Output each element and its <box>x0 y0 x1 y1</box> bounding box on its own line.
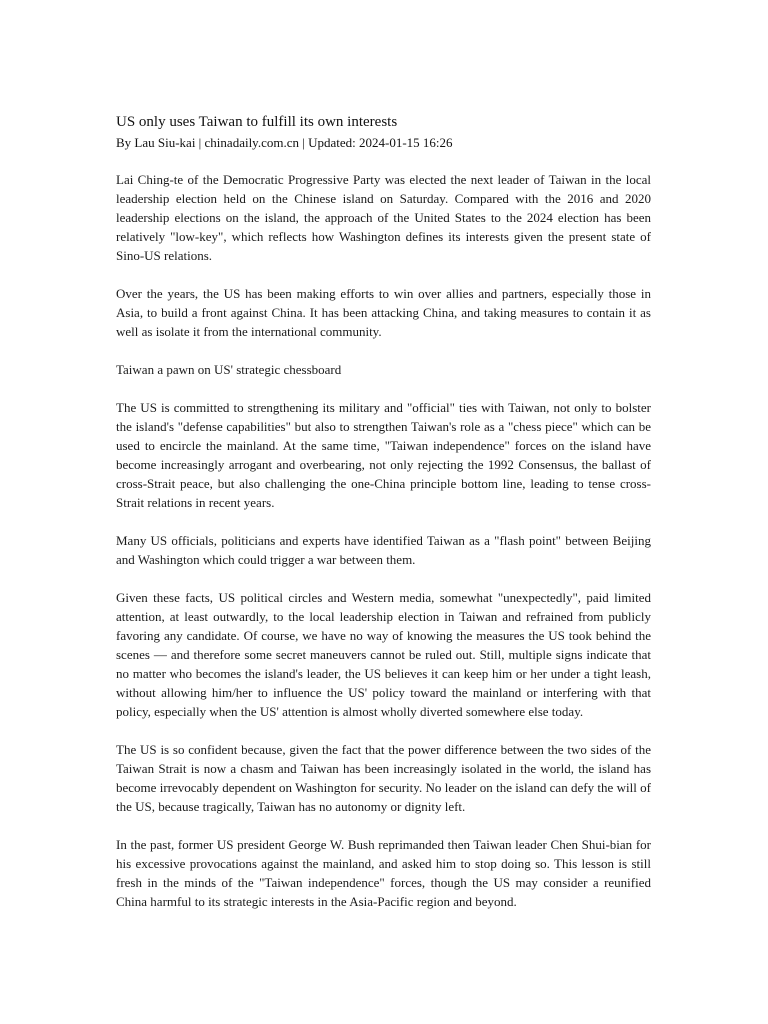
article-byline: By Lau Siu-kai | chinadaily.com.cn | Updated: 2024-01-15 16:26 <box>116 135 453 150</box>
article-body <box>116 170 651 911</box>
paragraph: The US is committed to strengthening its military and "official" ties with Taiwan, not only to bolster the island's "defense capabilities" but also to strengthen Taiwan's role as a "chess piece" which can be used to encircle the mainland. At the same time, "Taiwan independence" forces on the island have become increasingly arrogant and overbearing, not only rejecting the 1992 Consensus, the ballast of cross-Strait peace, but also challenging the one-China principle bottom line, leading to tense cross-Strait relations in recent years. <box>116 400 651 510</box>
paragraph: In the past, former US president George W. Bush reprimanded then Taiwan leader Chen Shui-bian for his excessive provocations against the mainland, and asked him to stop doing so. This lesson is still fresh in the minds of the "Taiwan independence" forces, though the US may consider a reunified China harmful to its strategic interests in the Asia-Pacific region and beyond. <box>116 837 651 909</box>
section-heading: Taiwan a pawn on US' strategic chessboard <box>116 362 342 377</box>
paragraph: Lai Ching-te of the Democratic Progressive Party was elected the next leader of Taiwan in the local leadership election held on the Chinese island on Saturday. Compared with the 2016 and 2020 leadership elections on the island, the approach of the United States to the 2024 election has been relatively "low-key", which reflects how Washington defines its interests given the present state of Sino-US relations. <box>116 172 651 263</box>
paragraph: Over the years, the US has been making efforts to win over allies and partners, especially those in Asia, to build a front against China. It has been attacking China, and taking measures to contain it as well as isolate it from the international community. <box>116 286 651 339</box>
paragraph: The US is so confident because, given the fact that the power difference between the two sides of the Taiwan Strait is now a chasm and Taiwan has been increasingly isolated in the world, the island has become irrevocably dependent on Washington for security. No leader on the island can defy the will of the US, because tragically, Taiwan has no autonomy or dignity left. <box>116 742 651 814</box>
article <box>116 112 651 930</box>
article-title: US only uses Taiwan to fulfill its own interests <box>116 114 398 130</box>
paragraph: Many US officials, politicians and experts have identified Taiwan as a "flash point" between Beijing and Washington which could trigger a war between them. <box>116 533 651 567</box>
paragraph: Given these facts, US political circles and Western media, somewhat "unexpectedly", paid limited attention, at least outwardly, to the local leadership election in Taiwan and refrained from publicly favoring any candidate. Of course, we have no way of knowing the measures the US took behind the scenes — and therefore some secret maneuvers cannot be ruled out. Still, multiple signs indicate that no matter who becomes the island's leader, the US believes it can keep him or her under a tight leash, without allowing him/her to influence the US' policy toward the mainland or interfering with that policy, especially when the US' attention is almost wholly diverted somewhere else today. <box>116 590 651 719</box>
